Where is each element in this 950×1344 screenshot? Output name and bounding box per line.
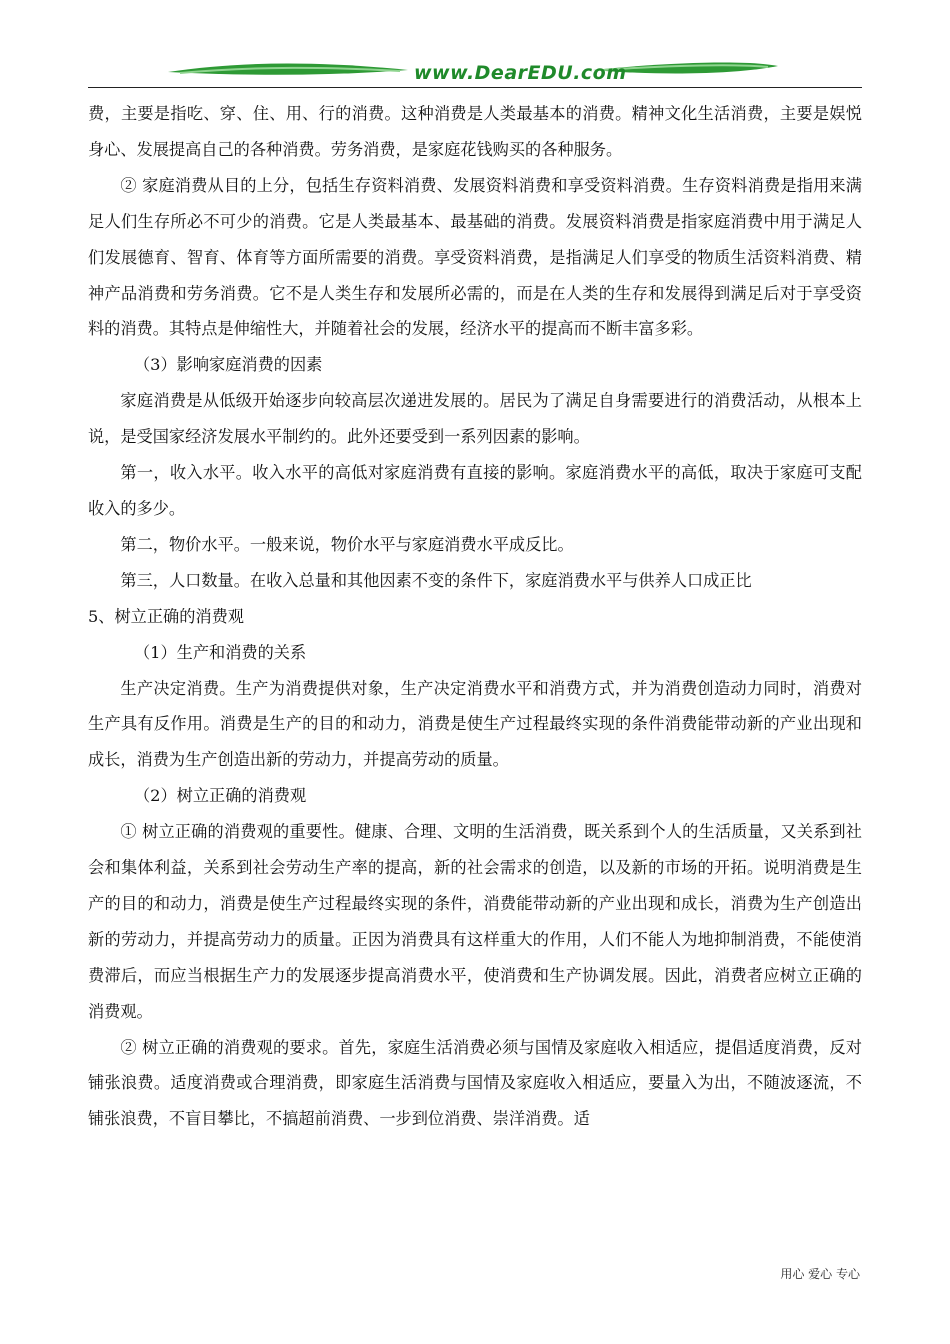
subheading-production-consumption: （1）生产和消费的关系 <box>134 642 307 662</box>
site-logo-text[interactable]: www.DearEDU.com <box>414 62 627 84</box>
document-body <box>88 96 862 1137</box>
section-heading-consumption-view: 5、树立正确的消费观 <box>88 606 244 626</box>
site-header <box>88 52 862 90</box>
header-divider <box>88 87 862 88</box>
subheading-correct-view: （2）树立正确的消费观 <box>134 786 307 806</box>
paragraph-consumption-purpose: ② 家庭消费从目的上分，包括生存资料消费、发展资料消费和享受资料消费。生存资料消费是指用来满足人们生存所必不可少的消费。它是人类最基本、最基础的消费。发展资料消费是指家庭消费中用于满足人们发展德育、智育、体育等方面所需要的消费。享受资料消费，是指满足人们享受的物质生活资料消费、精神产品消费和劳务消费。它不是人类生存和发展所必需的，而是在人类的生存和发展得到满足后对于享受资料的消费。其特点是伸缩性大，并随着社会的发展，经济水平的提高而不断丰富多彩。 <box>88 175 862 339</box>
subheading-influence-factors: （3）影响家庭消费的因素 <box>134 355 323 375</box>
page-footer: 用心 爱心 专心 <box>780 1267 860 1281</box>
paragraph-continuation: 费，主要是指吃、穿、住、用、行的消费。这种消费是人类最基本的消费。精神文化生活消费，主要是娱悦身心、发展提高自己的各种消费。劳务消费，是家庭花钱购买的各种服务。 <box>88 104 862 159</box>
paragraph-price-level: 第二，物价水平。一般来说，物价水平与家庭消费水平成反比。 <box>120 534 574 554</box>
paragraph-requirements: ② 树立正确的消费观的要求。首先，家庭生活消费必须与国情及家庭收入相适应，提倡适度消费，反对铺张浪费。适度消费或合理消费，即家庭生活消费与国情及家庭收入相适应，要量入为出，不随波逐流，不铺张浪费，不盲目攀比，不搞超前消费、一步到位消费、崇洋消费。适 <box>88 1037 862 1129</box>
paragraph-production-decides: 生产决定消费。生产为消费提供对象，生产决定消费水平和消费方式，并为消费创造动力同时，消费对生产具有反作用。消费是生产的目的和动力，消费是使生产过程最终实现的条件消费能带动新的产业出现和成长，消费为生产创造出新的劳动力，并提高劳动的质量。 <box>88 678 862 770</box>
paragraph-consumption-development: 家庭消费是从低级开始逐步向较高层次递进发展的。居民为了满足自身需要进行的消费活动，从根本上说，是受国家经济发展水平制约的。此外还要受到一系列因素的影响。 <box>88 391 862 447</box>
paragraph-importance: ① 树立正确的消费观的重要性。健康、合理、文明的生活消费，既关系到个人的生活质量，又关系到社会和集体利益，关系到社会劳动生产率的提高，新的社会需求的创造，以及新的市场的开拓。说明消费是生产的目的和动力，消费是使生产过程最终实现的条件，消费能带动新的产业出现和成长，消费为生产创造出新的劳动力，并提高劳动力的质量。正因为消费具有这样重大的作用，人们不能人为地抑制消费，不能使消费滞后，而应当根据生产力的发展逐步提高消费水平，使消费和生产协调发展。因此，消费者应树立正确的消费观。 <box>88 822 862 1021</box>
paragraph-income-level: 第一，收入水平。收入水平的高低对家庭消费有直接的影响。家庭消费水平的高低，取决于家庭可支配收入的多少。 <box>88 463 862 518</box>
paragraph-population: 第三，人口数量。在收入总量和其他因素不变的条件下，家庭消费水平与供养人口成正比 <box>120 570 752 590</box>
